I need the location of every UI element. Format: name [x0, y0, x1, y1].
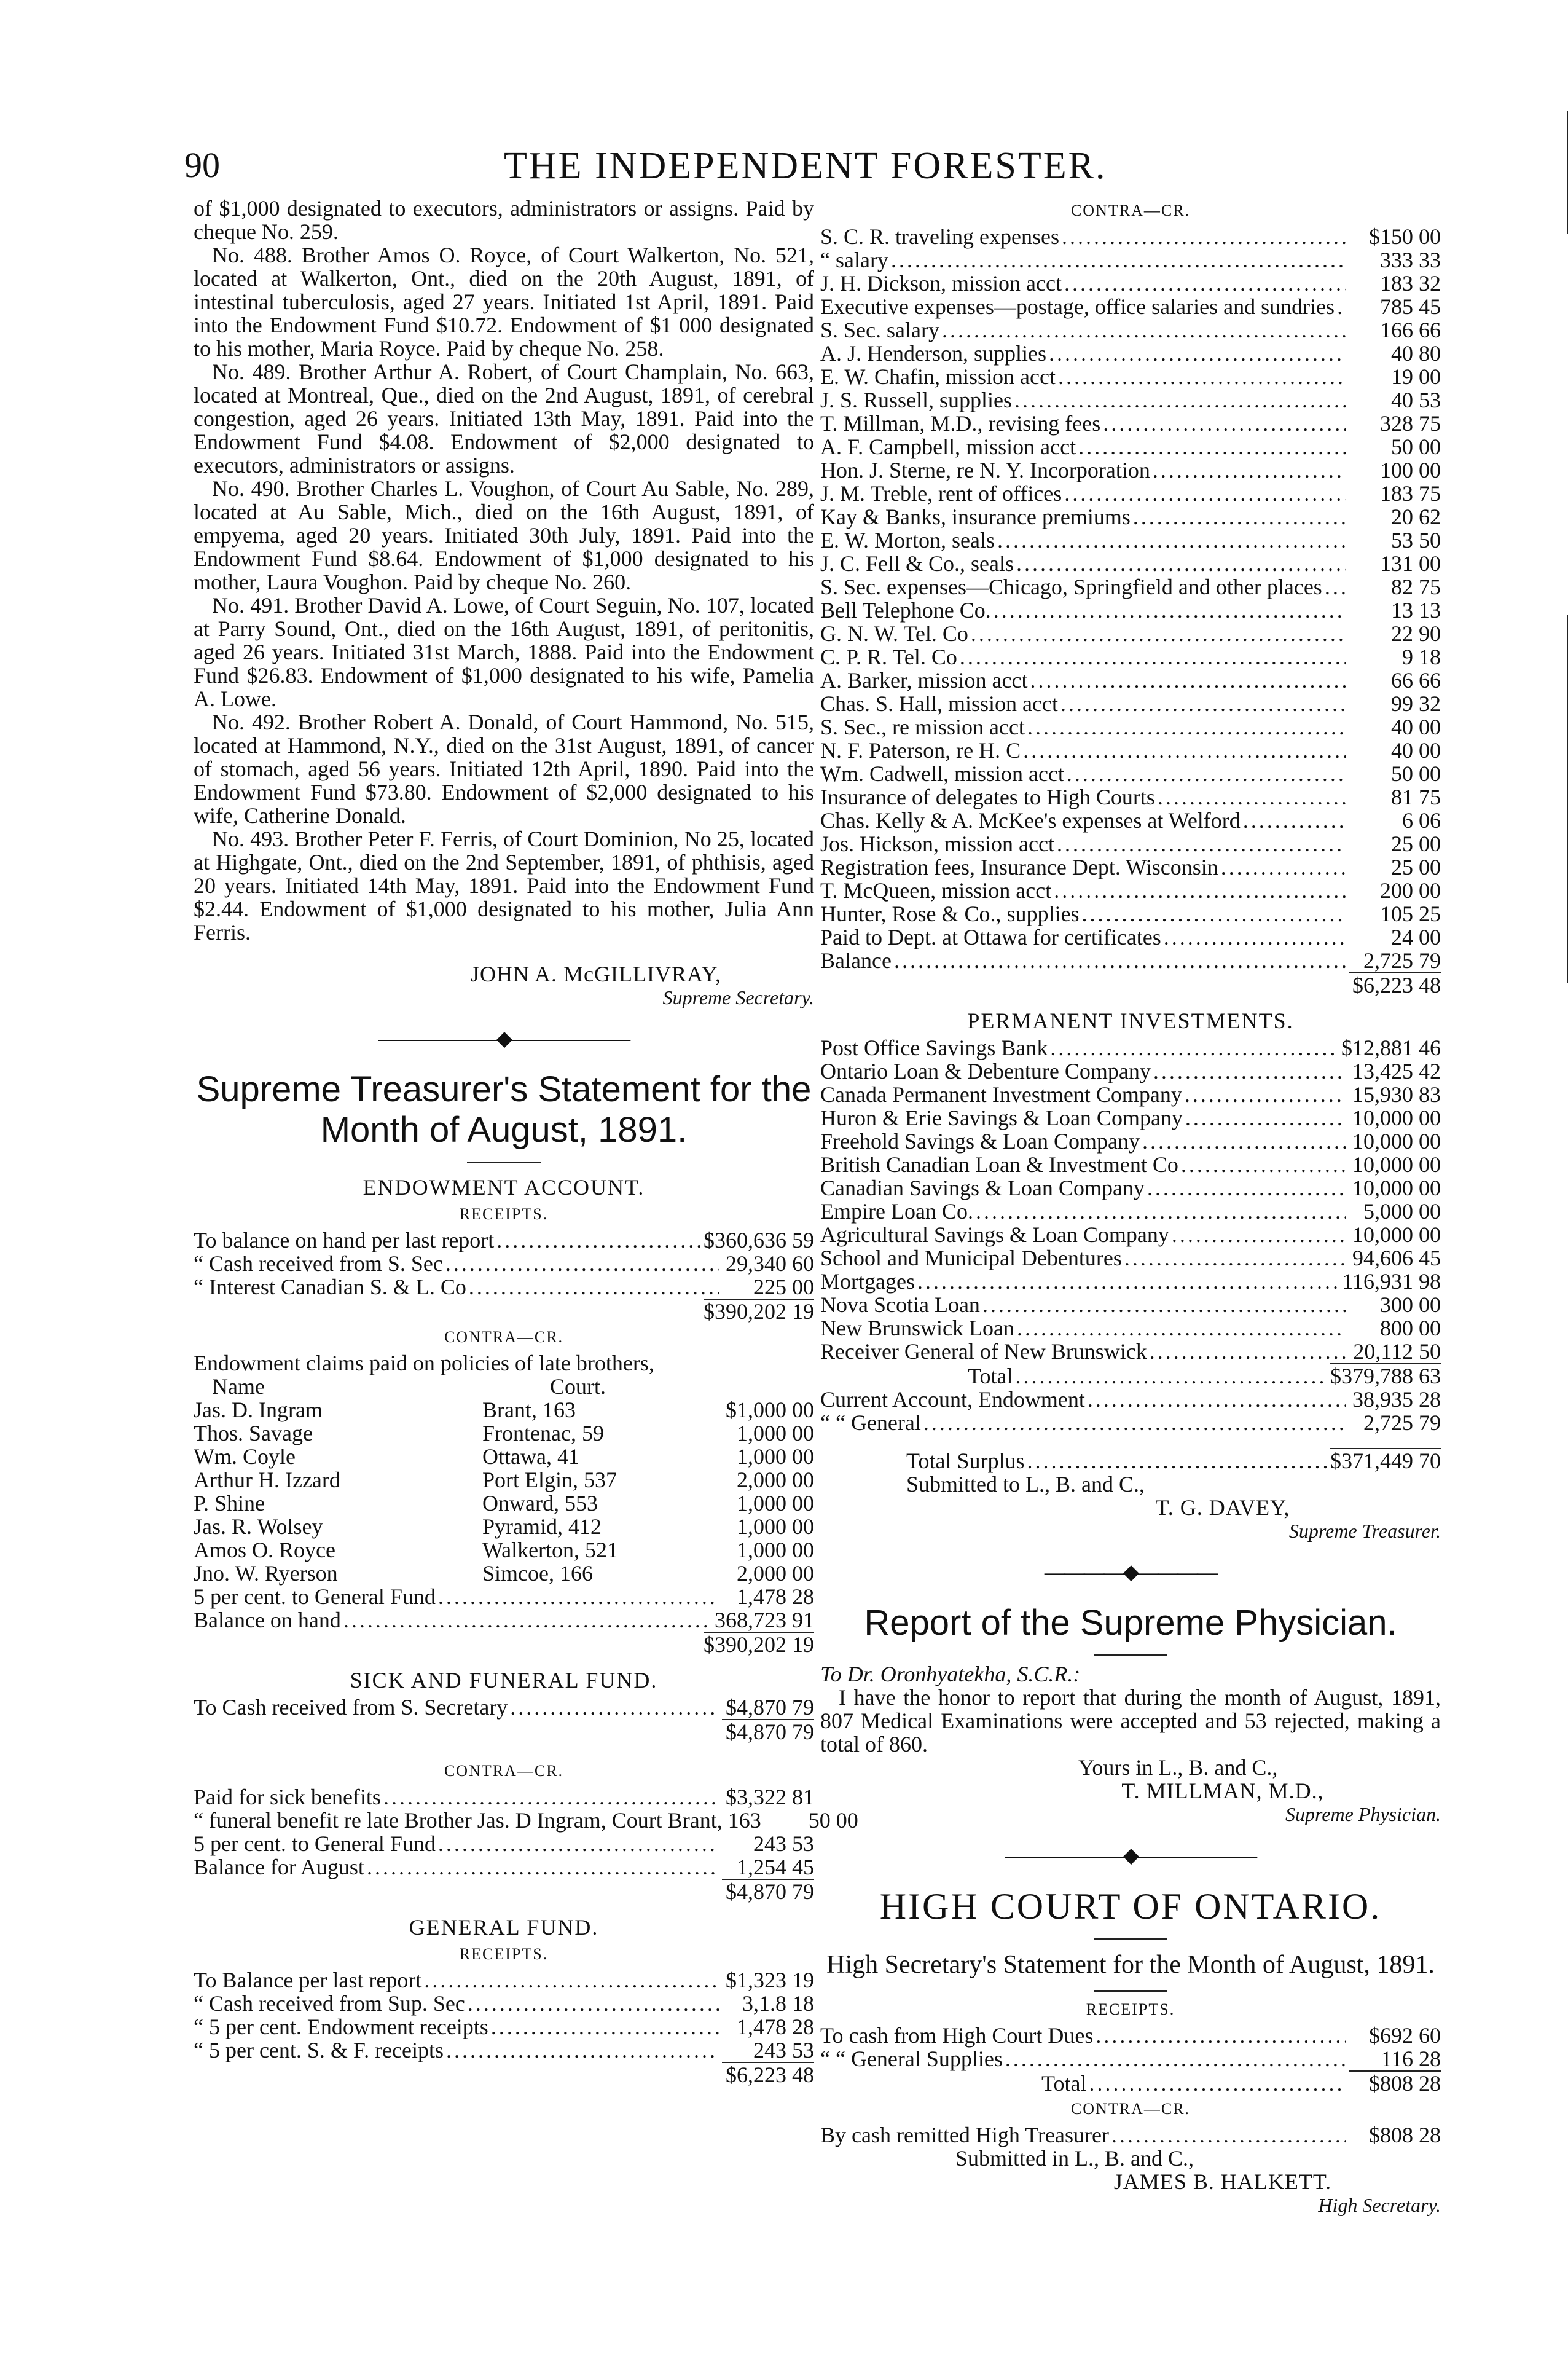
section-title: HIGH COURT OF ONTARIO. [879, 1886, 1382, 1927]
divider [1094, 1654, 1167, 1656]
signature-name: JAMES B. HALKETT. [1113, 2169, 1332, 2194]
page-number: 90 [184, 145, 220, 185]
claim-name: P. Shine [194, 1491, 265, 1516]
row-label: “ 5 per cent. S. & F. receipts [194, 2038, 444, 2062]
salutation: To Dr. Oronhyatekha, S.C.R.: [820, 1662, 1081, 1686]
row-amount: 3,1.8 18 [742, 1991, 814, 2016]
row-amount: 13 13 [1391, 598, 1441, 623]
ledger-row [194, 1808, 858, 1833]
claim-amount: 1,000 00 [737, 1514, 814, 1539]
row-amount: 2,725 79 [1363, 948, 1441, 973]
divider [467, 1162, 541, 1163]
row-label: A. F. Campbell, mission acct [820, 434, 1076, 459]
ledger-total: $6,223 48 [820, 972, 1441, 997]
ledger-total: Total ..... $808 28 [820, 2070, 1441, 2095]
row-amount: 183 75 [1380, 481, 1441, 506]
running-head: THE INDEPENDENT FORESTER. [504, 145, 1107, 187]
contra-label: CONTRA—CR. [1070, 2100, 1191, 2118]
row-label: Freehold Savings & Loan Company [820, 1129, 1140, 1154]
expense-row [820, 902, 1441, 926]
row-label: To balance on hand per last report [194, 1228, 495, 1252]
claim-amount: $1,000 00 [726, 1398, 814, 1422]
row-amount: 20,112 50 [1353, 1339, 1441, 1364]
row-amount: 10,000 00 [1352, 1176, 1441, 1200]
contra-label: CONTRA—CR. [444, 1328, 564, 1346]
expense-row [820, 715, 1441, 739]
contra-label: CONTRA—CR. [1070, 202, 1191, 219]
obituary-paragraph: of $1,000 designated to executors, administrators or assigns. Paid by cheque No. 259. [194, 196, 814, 244]
claim-amount: 1,000 00 [737, 1421, 814, 1445]
signature-block [194, 962, 814, 1009]
general-fund-items [194, 1968, 814, 2062]
claim-amount: 2,000 00 [737, 1468, 814, 1492]
row-amount: 40 53 [1391, 388, 1441, 412]
investment-row [820, 1153, 1441, 1176]
investment-row [820, 1060, 1441, 1083]
row-amount: 82 75 [1391, 575, 1441, 599]
row-amount: 225 00 [753, 1275, 814, 1299]
row-label: Empire Loan Co. [820, 1199, 973, 1224]
receipts-label: RECEIPTS. [1086, 2000, 1175, 2018]
row-label: Post Office Savings Bank [820, 1036, 1048, 1060]
receipts-label: RECEIPTS. [459, 1205, 549, 1223]
row-label: Jos. Hickson, mission acct [820, 832, 1054, 856]
expense-row [820, 669, 1441, 692]
row-amount: 333 33 [1380, 248, 1441, 272]
row-amount: 105 25 [1380, 902, 1441, 926]
row-amount: $692 60 [1369, 2023, 1441, 2048]
row-label: “ Cash received from Sup. Sec [194, 1991, 465, 2016]
ledger-row [820, 1388, 1441, 1411]
row-amount: 22 90 [1391, 621, 1441, 646]
row-label: “ 5 per cent. Endowment receipts [194, 2015, 488, 2039]
signature-title: Supreme Physician. [1285, 1803, 1441, 1825]
row-amount: 24 00 [1391, 925, 1441, 949]
expense-row [820, 879, 1441, 902]
claim-amount: 2,000 00 [737, 1561, 814, 1586]
expense-row [820, 225, 1441, 248]
claim-name: Thos. Savage [194, 1421, 313, 1445]
row-amount: 40 00 [1391, 738, 1441, 763]
row-label: “ Cash received from S. Sec [194, 1251, 443, 1276]
row-label: Balance [820, 948, 892, 973]
signature-name: T. G. DAVEY, [1155, 1495, 1290, 1520]
ledger-row: By cash remitted High Treasurer ..... $808 28 [820, 2123, 1441, 2147]
row-amount: 10,000 00 [1352, 1129, 1441, 1154]
row-amount: 116,931 98 [1342, 1269, 1441, 1294]
ledger-row: To Cash received from S. Secretary ..... $4,870 79 [194, 1696, 814, 1719]
row-label: “ funeral benefit re late Brother Jas. D Ingram, Court Brant, 163 [194, 1808, 761, 1833]
row-label: Current Account, Endowment [820, 1387, 1085, 1412]
claim-row [194, 1421, 814, 1445]
row-label: E. W. Chafin, mission acct [820, 364, 1056, 389]
hc-receipts [820, 2024, 1441, 2070]
obituary-list [194, 197, 814, 944]
signature-name: T. MILLMAN, M.D., [1121, 1779, 1324, 1803]
row-amount: 66 66 [1391, 668, 1441, 693]
ledger-row [820, 2047, 1441, 2070]
expense-row [820, 575, 1441, 599]
row-amount: 166 66 [1380, 318, 1441, 342]
row-amount: 50 00 [1391, 434, 1441, 459]
claim-name: Jas. R. Wolsey [194, 1514, 323, 1539]
row-label: C. P. R. Tel. Co [820, 645, 957, 669]
ledger-row [194, 1275, 814, 1299]
ledger-total: Total ..... $379,788 63 [820, 1363, 1441, 1388]
signature-block [820, 1779, 1441, 1826]
expense-row [820, 318, 1441, 342]
row-label: Kay & Banks, insurance premiums [820, 505, 1131, 529]
row-label: T. Millman, M.D., revising fees [820, 411, 1101, 436]
sick-fund-items [194, 1785, 858, 1879]
closing: Yours in L., B. and C., [1078, 1755, 1278, 1780]
section-title: Report of the Supreme Physician. [864, 1603, 1397, 1643]
section-title: Supreme Treasurer's Statement for the Month of August, 1891. [196, 1069, 812, 1150]
claim-court: Pyramid, 412 [482, 1514, 602, 1539]
row-label: J. M. Treble, rent of offices [820, 481, 1062, 506]
ledger-row [820, 1411, 1441, 1434]
claims-table [194, 1375, 814, 1585]
row-label: E. W. Morton, seals [820, 528, 995, 552]
ledger-row [194, 1855, 814, 1879]
row-label: “ Interest Canadian S. & L. Co [194, 1275, 466, 1299]
ornamental-rule: ————◆———— [1044, 1561, 1217, 1584]
row-label: S. Sec., re mission acct [820, 715, 1025, 739]
row-amount: 2,725 79 [1363, 1410, 1441, 1435]
signature-title: Supreme Treasurer. [1288, 1520, 1441, 1542]
row-label: Canadian Savings & Loan Company [820, 1176, 1145, 1200]
row-amount: 19 00 [1391, 364, 1441, 389]
investment-row [820, 1340, 1441, 1363]
row-label: T. McQueen, mission acct [820, 878, 1052, 903]
obituary-paragraph: No. 493. Brother Peter F. Ferris, of Court Dominion, No 25, located at Highgate, Ont., died on the 2nd September, 1891, of phthisis, aged 20 years. Initiated 14th May, 1891. Paid into the Endowment Fund $2.44. Endowment of $1,000 designated to his mother, Julia Ann Ferris. [194, 827, 814, 945]
row-label: Hunter, Rose & Co., supplies [820, 902, 1080, 926]
divider [1094, 1990, 1167, 1992]
row-amount: 50 00 [1391, 761, 1441, 786]
obituary-paragraph: No. 488. Brother Amos O. Royce, of Court Walkerton, No. 521, located at Walkerton, Ont., died on the 20th August, 1891, of intestinal tuberculosis, aged 27 years. Initiated 1st April, 1891. Paid into the Endowment Fund $10.72. Endowment of $1 000 designated to his mother, Maria Royce. Paid by cheque No. 258. [194, 243, 814, 361]
investment-row [820, 1083, 1441, 1106]
ledger-row [194, 1832, 814, 1855]
signature-block [820, 1496, 1441, 1543]
ledger-row [194, 1992, 814, 2015]
row-label: Registration fees, Insurance Dept. Wisconsin [820, 855, 1218, 879]
row-label: Bell Telephone Co. [820, 598, 991, 623]
expense-row [820, 248, 1441, 272]
investment-row [820, 1223, 1441, 1246]
investment-row [820, 1316, 1441, 1340]
row-amount: 100 00 [1380, 458, 1441, 482]
row-label: A. Barker, mission acct [820, 668, 1028, 693]
claim-amount: 1,000 00 [737, 1491, 814, 1516]
row-amount: 1,478 28 [737, 2015, 814, 2039]
row-label: Huron & Erie Savings & Loan Company [820, 1106, 1183, 1130]
ledger-row [194, 2015, 814, 2039]
claim-row [194, 1492, 814, 1515]
investment-row [820, 1036, 1441, 1060]
expense-row [820, 855, 1441, 879]
submitted-line: Submitted to L., B. and C., [906, 1472, 1145, 1496]
row-amount: $360,636 59 [704, 1228, 814, 1252]
claim-court: Simcoe, 166 [482, 1561, 593, 1586]
signature-block [820, 2170, 1441, 2217]
claim-court: Walkerton, 521 [482, 1538, 619, 1562]
ledger-row [194, 1968, 814, 1992]
row-label: Paid for sick benefits [194, 1785, 381, 1809]
right-column [820, 197, 1441, 2217]
row-amount: $1,323 19 [726, 1968, 814, 1992]
row-label: A. J. Henderson, supplies [820, 341, 1046, 366]
expense-row [820, 645, 1441, 669]
row-amount: 131 00 [1380, 551, 1441, 576]
claim-row [194, 1468, 814, 1492]
receipts-label: RECEIPTS. [459, 1945, 549, 1963]
row-label: Paid to Dept. at Ottawa for certificates [820, 925, 1161, 949]
expense-row [820, 458, 1441, 482]
subsection-heading: ENDOWMENT ACCOUNT. [363, 1175, 645, 1200]
expense-row [820, 599, 1441, 622]
surplus-row: Total Surplus ..... $371,449 70 [820, 1448, 1441, 1472]
ledger-row [194, 2039, 814, 2062]
row-label: Chas. Kelly & A. McKee's expenses at Welford [820, 808, 1241, 833]
expense-row [820, 435, 1441, 458]
row-amount: 243 53 [753, 2038, 814, 2062]
row-label: Hon. J. Sterne, re N. Y. Incorporation [820, 458, 1150, 482]
investment-row [820, 1200, 1441, 1223]
investment-row [820, 1176, 1441, 1200]
row-label: British Canadian Loan & Investment Co [820, 1152, 1178, 1177]
expense-row [820, 529, 1441, 552]
row-label: Receiver General of New Brunswick [820, 1339, 1147, 1364]
expense-row [820, 552, 1441, 575]
expense-row [820, 622, 1441, 645]
investment-row [820, 1130, 1441, 1153]
claim-name: Amos O. Royce [194, 1538, 335, 1562]
row-label: Chas. S. Hall, mission acct [820, 691, 1058, 716]
ledger-total: $6,223 48 [194, 2062, 814, 2086]
row-amount: 99 32 [1391, 691, 1441, 716]
ledger-row [194, 1229, 814, 1252]
row-amount: 328 75 [1380, 411, 1441, 436]
ledger-row [820, 2024, 1441, 2047]
row-amount: 300 00 [1380, 1292, 1441, 1317]
row-amount: 25 00 [1391, 832, 1441, 856]
ledger-total: $390,202 19 [704, 1632, 814, 1657]
claim-court: Brant, 163 [482, 1398, 576, 1422]
row-amount: 800 00 [1380, 1316, 1441, 1340]
row-amount: 10,000 00 [1352, 1152, 1441, 1177]
claims-intro: Endowment claims paid on policies of late brothers, [194, 1351, 654, 1375]
row-label: “ salary [820, 248, 888, 272]
claim-name: Arthur H. Izzard [194, 1468, 340, 1492]
expense-row [820, 785, 1441, 809]
row-label: Wm. Cadwell, mission acct [820, 761, 1064, 786]
row-label: J. C. Fell & Co., seals [820, 551, 1014, 576]
expense-row [820, 482, 1441, 505]
row-amount: 13,425 42 [1352, 1059, 1441, 1083]
row-amount: 10,000 00 [1352, 1106, 1441, 1130]
row-amount: 183 32 [1380, 271, 1441, 296]
claim-court: Port Elgin, 537 [482, 1468, 617, 1492]
row-amount: 53 50 [1391, 528, 1441, 552]
expense-row [820, 762, 1441, 785]
claim-row [194, 1398, 814, 1421]
claim-row [194, 1445, 814, 1468]
row-label: “ “ General Supplies [820, 2046, 1003, 2071]
expense-row [820, 365, 1441, 388]
investment-row [820, 1106, 1441, 1130]
row-label: S. Sec. salary [820, 318, 939, 342]
ledger-total: $4,870 79 [194, 1719, 814, 1744]
obituary-paragraph: No. 492. Brother Robert A. Donald, of Court Hammond, No. 515, located at Hammond, N.Y., died on the 31st August, 1891, of cancer of stomach, aged 56 years. Initiated 12th April, 1890. Paid into the Endowment Fund $73.80. Endowment of $2,000 designated to his wife, Catherine Donald. [194, 710, 814, 828]
row-amount: 9 18 [1402, 645, 1441, 669]
expense-row [820, 388, 1441, 412]
claim-court: Onward, 553 [482, 1491, 598, 1516]
row-amount: 116 28 [1381, 2046, 1441, 2071]
row-label: To Balance per last report [194, 1968, 422, 1992]
investment-list [820, 1036, 1441, 1363]
contra-label: CONTRA—CR. [444, 1762, 564, 1780]
row-label: S. Sec. expenses—Chicago, Springfield and other places [820, 575, 1322, 599]
ledger-row [194, 1252, 814, 1275]
row-amount: 81 75 [1391, 785, 1441, 809]
row-label: S. C. R. traveling expenses [820, 224, 1059, 249]
row-amount: 38,935 28 [1352, 1387, 1441, 1412]
claim-amount: 1,000 00 [737, 1538, 814, 1562]
signature-name: JOHN A. McGILLIVRAY, [470, 962, 722, 986]
expense-row [820, 412, 1441, 435]
claim-amount: 1,000 00 [737, 1444, 814, 1469]
expense-row [820, 342, 1441, 365]
expense-row [820, 505, 1441, 529]
row-amount: 15,930 83 [1352, 1082, 1441, 1107]
row-label: Ontario Loan & Debenture Company [820, 1059, 1151, 1083]
section-subtitle: High Secretary's Statement for the Month of August, 1891. [826, 1951, 1435, 1979]
row-amount: 5,000 00 [1363, 1199, 1441, 1224]
expense-row [820, 832, 1441, 855]
page-header [184, 144, 1413, 194]
divider [1094, 1938, 1167, 1940]
subsection-heading: PERMANENT INVESTMENTS. [967, 1008, 1294, 1033]
subsection-heading: GENERAL FUND. [409, 1915, 599, 1940]
ledger-row [194, 1785, 814, 1809]
expense-row [820, 809, 1441, 832]
expense-row [820, 949, 1441, 972]
row-label: Mortgages [820, 1269, 915, 1294]
claims-header: Name Court. [212, 1374, 606, 1399]
row-label: 5 per cent. to General Fund [194, 1831, 436, 1856]
ornamental-rule: ——————◆—————— [378, 1028, 630, 1050]
expense-row [820, 692, 1441, 715]
investment-row [820, 1246, 1441, 1270]
row-label: Canada Permanent Investment Company [820, 1082, 1182, 1107]
claim-row [194, 1562, 814, 1585]
row-amount: $3,322 81 [726, 1785, 814, 1809]
row-amount: 1,254 45 [737, 1855, 814, 1879]
row-label: To cash from High Court Dues [820, 2023, 1094, 2048]
signature-title: Supreme Secretary. [662, 986, 814, 1008]
row-amount: 40 80 [1391, 341, 1441, 366]
row-amount: 29,340 60 [726, 1251, 814, 1276]
ledger-row: 5 per cent. to General Fund ..... 1,478 28 [194, 1585, 814, 1608]
expense-row [820, 295, 1441, 318]
claim-row [194, 1538, 814, 1562]
expense-row [820, 739, 1441, 762]
row-label: N. F. Paterson, re H. C [820, 738, 1021, 763]
row-amount: 10,000 00 [1352, 1222, 1441, 1247]
row-label: Executive expenses—postage, office salaries and sundries [820, 294, 1335, 319]
row-amount: 94,606 45 [1352, 1246, 1441, 1270]
row-amount: 243 53 [753, 1831, 814, 1856]
ornamental-rule: ——————◆—————— [1005, 1844, 1256, 1867]
row-label: “ “ General [820, 1410, 921, 1435]
row-amount: $150 00 [1369, 224, 1441, 249]
expense-list [820, 225, 1441, 972]
expense-row [820, 926, 1441, 949]
obituary-paragraph: No. 490. Brother Charles L. Voughon, of Court Au Sable, No. 289, located at Au Sable, Mich., died on the 16th August, 1891, of empyema, aged 20 years. Initiated 30th July, 1891. Paid into the Endowment Fund $8.64. Endowment of $1,000 designated to his mother, Laura Voughon. Paid by cheque No. 260. [194, 476, 814, 594]
investment-row [820, 1293, 1441, 1316]
row-label: J. S. Russell, supplies [820, 388, 1013, 412]
row-amount: 25 00 [1391, 855, 1441, 879]
row-amount: 50 00 [808, 1808, 858, 1833]
ledger-total: $390,202 19 [704, 1299, 814, 1324]
subsection-heading: SICK AND FUNERAL FUND. [350, 1668, 658, 1693]
row-amount: $12,881 46 [1341, 1036, 1441, 1060]
obituary-paragraph: No. 491. Brother David A. Lowe, of Court Seguin, No. 107, located at Parry Sound, Ont., died on the 16th August, 1891, of peritonitis, aged 26 years. Initiated 31st March, 1888. Paid into the Endowment Fund $26.83. Endowment of $1,000 designated to his wife, Pamelia A. Lowe. [194, 593, 814, 711]
claim-name: Wm. Coyle [194, 1444, 296, 1469]
row-label: Balance for August [194, 1855, 364, 1879]
claim-court: Ottawa, 41 [482, 1444, 579, 1469]
row-label: J. H. Dickson, mission acct [820, 271, 1062, 296]
row-label: Agricultural Savings & Loan Company [820, 1222, 1169, 1247]
row-amount: 785 45 [1380, 294, 1441, 319]
expense-row [820, 272, 1441, 295]
row-label: G. N. W. Tel. Co [820, 621, 968, 646]
obituary-paragraph: No. 489. Brother Arthur A. Robert, of Court Champlain, No. 663, located at Montreal, Que., died on the 2nd August, 1891, of cerebral congestion, aged 26 years. Initiated 13th May, 1891. Paid into the Endowment Fund $4.08. Endowment of $2,000 designated to executors, administrators or assigns. [194, 360, 814, 478]
ledger-total: $4,870 79 [194, 1879, 814, 1903]
claim-row [194, 1515, 814, 1538]
ledger-row: Balance on hand ..... 368,723 91 [194, 1608, 814, 1632]
row-label: School and Municipal Debentures [820, 1246, 1122, 1270]
row-label: Insurance of delegates to High Courts [820, 785, 1155, 809]
signature-title: High Secretary. [1318, 2194, 1441, 2216]
row-amount: 200 00 [1380, 878, 1441, 903]
investment-row [820, 1270, 1441, 1293]
submitted-line: Submitted in L., B. and C., [955, 2146, 1194, 2171]
endowment-receipts [194, 1229, 814, 1299]
row-label: New Brunswick Loan [820, 1316, 1014, 1340]
report-body: I have the honor to report that during the month of August, 1891, 807 Medical Examinations were accepted and 53 rejected, making a total of 860. [820, 1685, 1441, 1756]
row-amount: 20 62 [1391, 505, 1441, 529]
claim-court: Frontenac, 59 [482, 1421, 604, 1445]
claim-name: Jas. D. Ingram [194, 1398, 323, 1422]
row-amount: 40 00 [1391, 715, 1441, 739]
row-label: Nova Scotia Loan [820, 1292, 980, 1317]
claim-name: Jno. W. Ryerson [194, 1561, 338, 1586]
current-account-list [820, 1388, 1441, 1434]
row-amount: 6 06 [1402, 808, 1441, 833]
